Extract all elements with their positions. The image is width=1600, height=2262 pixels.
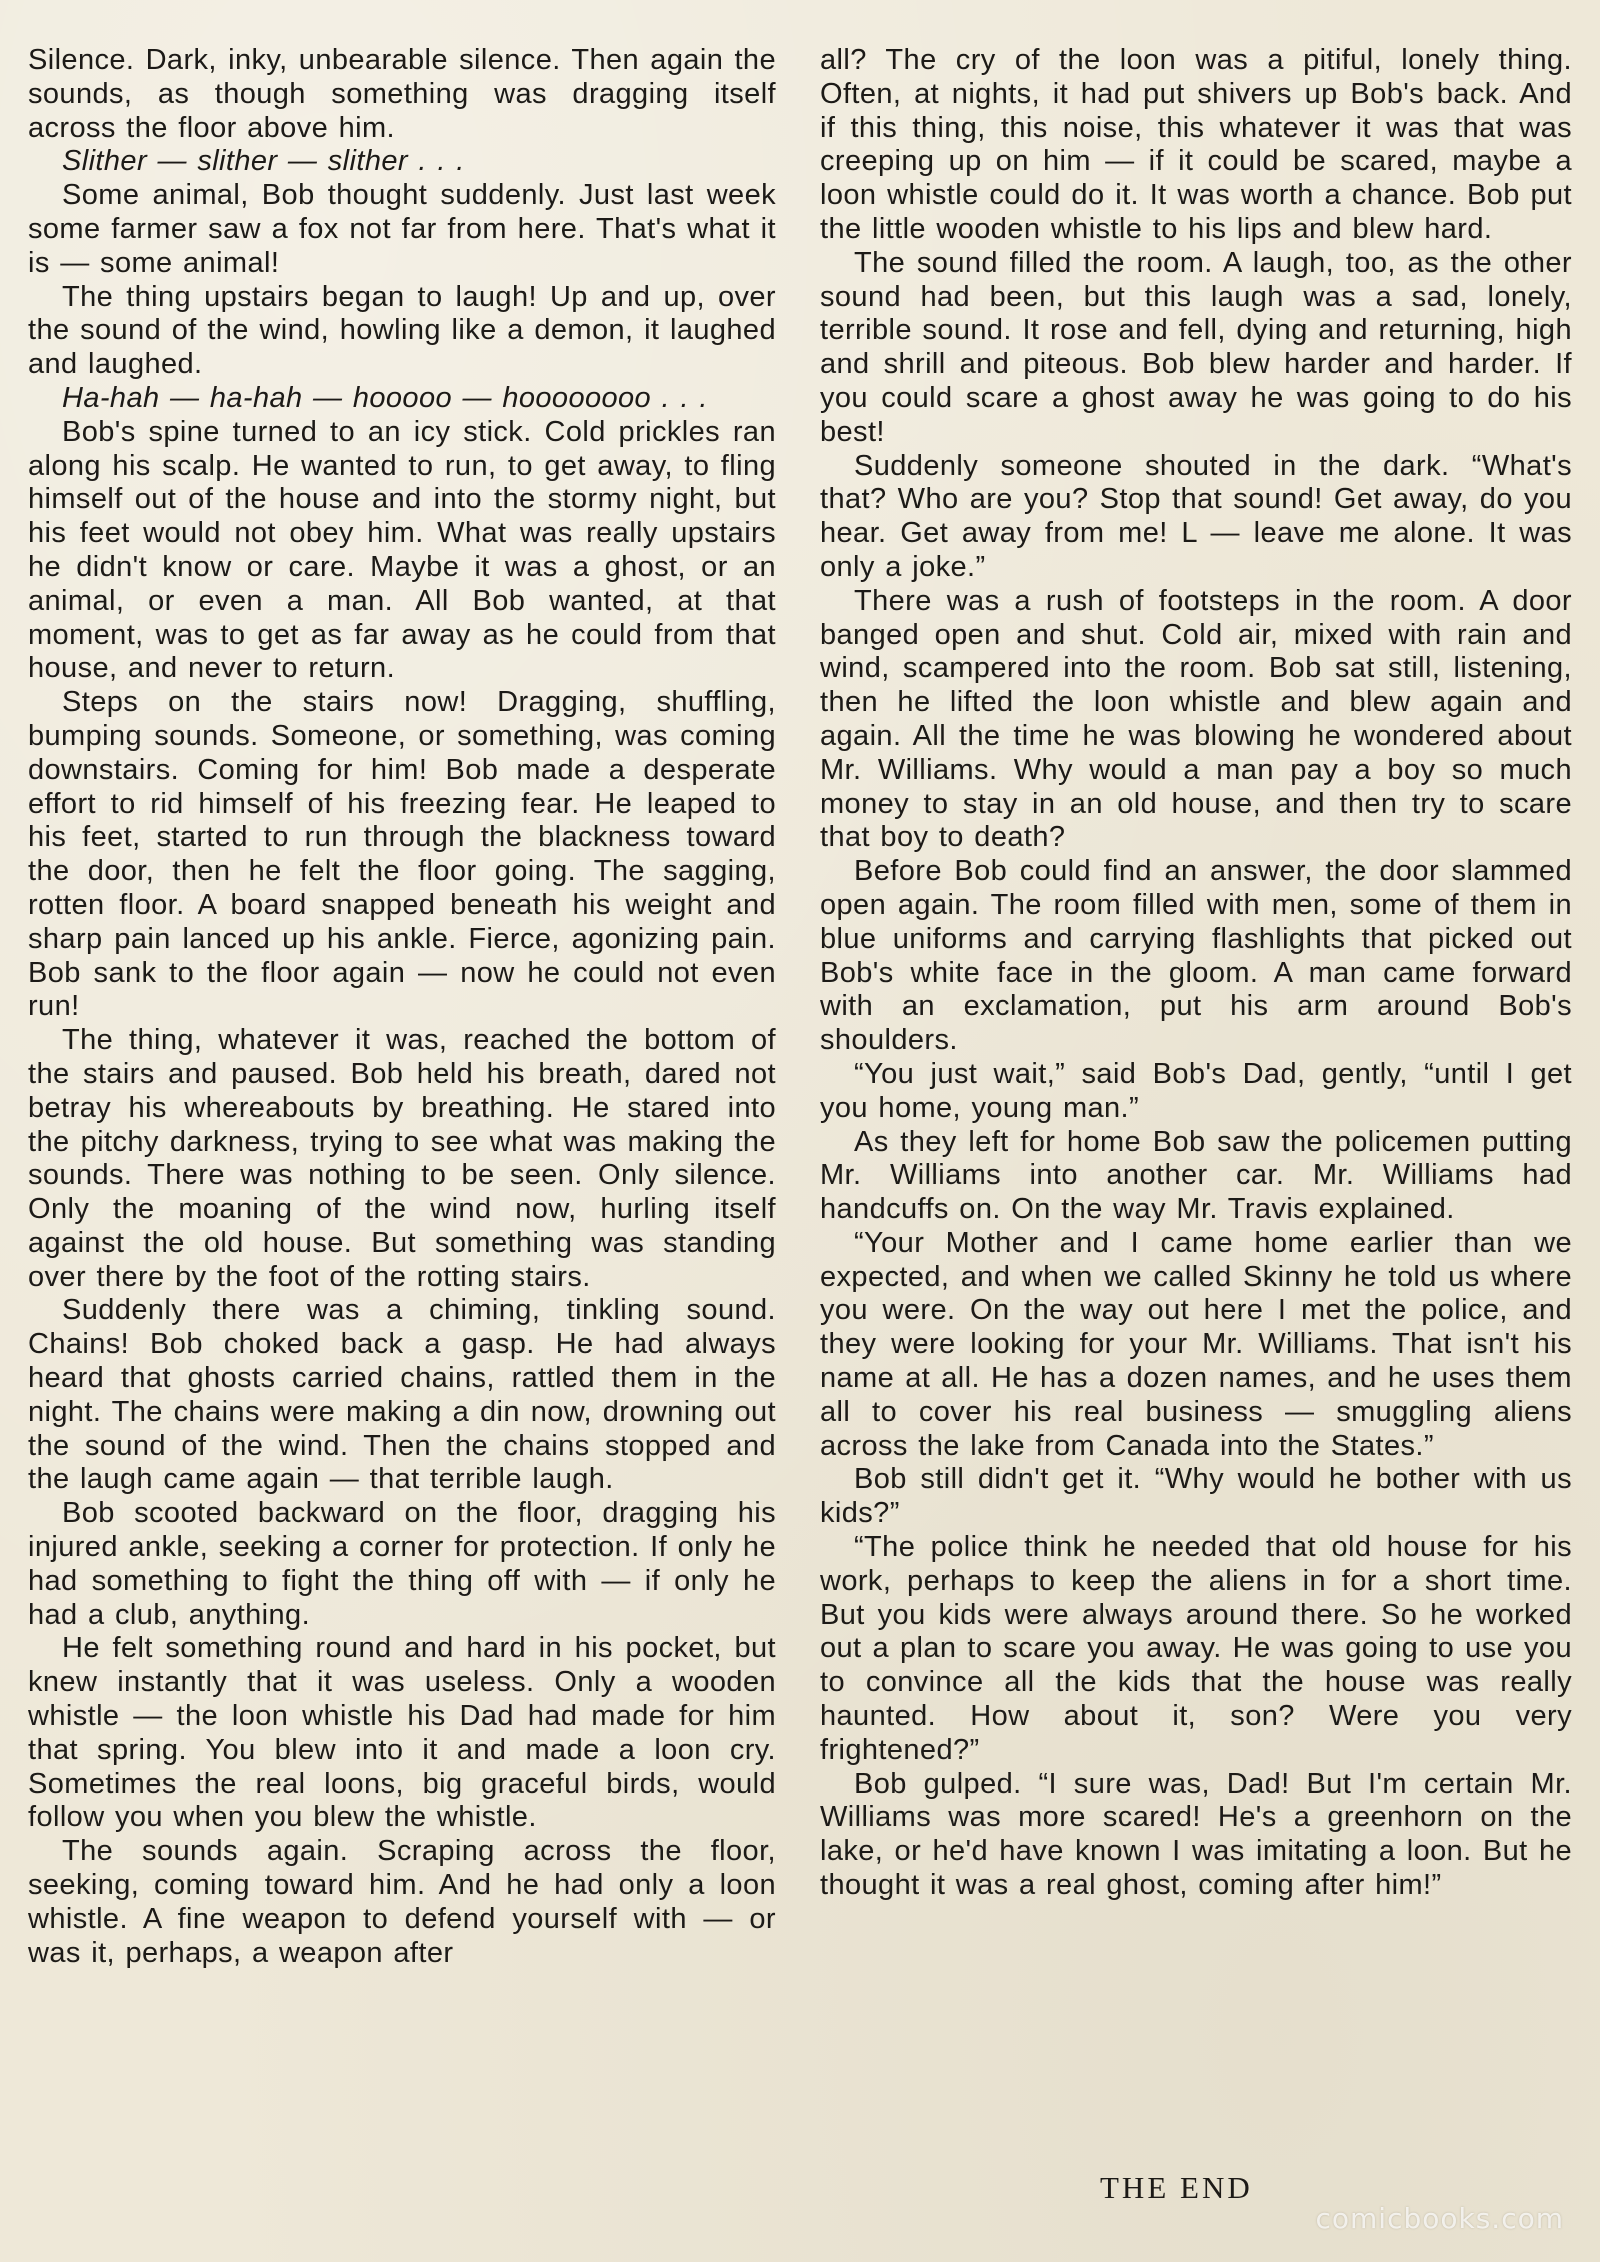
paragraph: “You just wait,” said Bob's Dad, gently, “until I get you home, young man.”: [820, 1057, 1572, 1124]
paragraph-sound-effect: Ha-hah — ha-hah — hooooo — hoooooooo . . .: [62, 381, 708, 414]
the-end-label: THE END: [1100, 2170, 1253, 2205]
right-text-column: [820, 44, 1572, 1903]
paragraph: Steps on the stairs now! Dragging, shuffling, bumping sounds. Someone, or something, was coming downstairs. Coming for him! Bob made a desperate effort to rid himself of his freezing fear. He leaped to his feet, started to run through the blackness toward the door, then he felt the floor going. The sagging, rotten floor. A board snapped beneath his weight and sharp pain lanced up his ankle. Fierce, agonizing pain. Bob sank to the floor again — now he could not even run!: [28, 686, 776, 1023]
paragraph: As they left for home Bob saw the policemen putting Mr. Williams into another car. Mr. Williams had handcuffs on. On the way Mr. Travis explained.: [820, 1125, 1572, 1226]
paragraph: Bob's spine turned to an icy stick. Cold prickles ran along his scalp. He wanted to run, to get away, to fling himself out of the house and into the stormy night, but his feet would not obey him. What was really upstairs he didn't know or care. Maybe it was a ghost, or an animal, or even a man. All Bob wanted, at that moment, was to get as far away as he could from that house, and never to return.: [28, 415, 776, 685]
left-text-column: [28, 44, 776, 1970]
paragraph: Suddenly there was a chiming, tinkling sound. Chains! Bob choked back a gasp. He had always heard that ghosts carried chains, rattled them in the night. The chains were making a din now, drowning out the sound of the wind. Then the chains stopped and the laugh came again — that terrible laugh.: [28, 1294, 776, 1496]
paragraph: all? The cry of the loon was a pitiful, lonely thing. Often, at nights, it had put shivers up Bob's back. And if this thing, this noise, this whatever it was that was creeping up on him — if it could be scared, maybe a loon whistle could do it. It was worth a chance. Bob put the little wooden whistle to his lips and blew hard.: [820, 44, 1572, 245]
paragraph: Some animal, Bob thought suddenly. Just last week some farmer saw a fox not far from here. That's what it is — some animal!: [28, 179, 776, 279]
paragraph: Bob still didn't get it. “Why would he bother with us kids?”: [820, 1463, 1572, 1530]
paragraph: Bob scooted backward on the floor, dragging his injured ankle, seeking a corner for protection. If only he had something to fight the thing off with — if only he had a club, anything.: [28, 1497, 776, 1631]
paragraph: Before Bob could find an answer, the door slammed open again. The room filled with men, some of them in blue uniforms and carrying flashlights that picked out Bob's white face in the gloom. A man came forward with an exclamation, put his arm around Bob's shoulders.: [820, 855, 1572, 1057]
paragraph: Suddenly someone shouted in the dark. “What's that? Who are you? Stop that sound! Get away, do you hear. Get away from me! L — leave me alone. It was only a joke.”: [820, 449, 1572, 583]
paragraph: “Your Mother and I came home earlier than we expected, and when we called Skinny he told us where you were. On the way out here I met the police, and they were looking for your Mr. Williams. That isn't his name at all. He has a dozen names, and he uses them all to cover his real business — smuggling aliens across the lake from Canada into the States.”: [820, 1226, 1572, 1462]
paragraph: Bob gulped. “I sure was, Dad! But I'm certain Mr. Williams was more scared! He's a greenhorn on the lake, or he'd have known I was imitating a loon. But he thought it was a real ghost, coming after him!”: [820, 1767, 1572, 1902]
paragraph: The thing upstairs began to laugh! Up and up, over the sound of the wind, howling like a demon, it laughed and laughed.: [28, 280, 776, 381]
paragraph: “The police think he needed that old house for his work, perhaps to keep the aliens in for a short time. But you kids were always around there. So he worked out a plan to scare you away. He was going to use you to convince all the kids that the house was really haunted. How about it, son? Were you very frightened?”: [820, 1531, 1572, 1766]
paragraph: There was a rush of footsteps in the room. A door banged open and shut. Cold air, mixed with rain and wind, scampered into the room. Bob sat still, listening, then he lifted the loon whistle and blew again and again. All the time he was blowing he wondered about Mr. Williams. Why would a man pay a boy so much money to stay in an old house, and then try to scare that boy to death?: [820, 584, 1572, 854]
paragraph-sound-effect: Slither — slither — slither . . .: [62, 145, 465, 178]
paragraph: He felt something round and hard in his pocket, but knew instantly that it was useless. Only a wooden whistle — the loon whistle his Dad had made for him that spring. You blew into it and made a loon cry. Sometimes the real loons, big graceful birds, would follow you when you blew the whistle.: [28, 1632, 776, 1834]
paragraph: The sounds again. Scraping across the floor, seeking, coming toward him. And he had only a loon whistle. A fine weapon to defend yourself with — or was it, perhaps, a weapon after: [28, 1835, 776, 1969]
paragraph: The thing, whatever it was, reached the bottom of the stairs and paused. Bob held his breath, dared not betray his whereabouts by breathing. He stared into the pitchy darkness, trying to see what was making the sounds. There was nothing to be seen. Only silence. Only the moaning of the wind now, hurling itself against the old house. But something was standing over there by the foot of the rotting stairs.: [28, 1024, 776, 1293]
site-watermark: comicbooks.com: [1315, 2202, 1564, 2235]
paragraph: The sound filled the room. A laugh, too, as the other sound had been, but this laugh was a sad, lonely, terrible sound. It rose and fell, dying and returning, high and shrill and piteous. Bob blew harder and harder. If you could scare a ghost away he was going to do his best!: [820, 246, 1572, 448]
paragraph: Silence. Dark, inky, unbearable silence. Then again the sounds, as though something was dragging itself across the floor above him.: [28, 44, 776, 144]
